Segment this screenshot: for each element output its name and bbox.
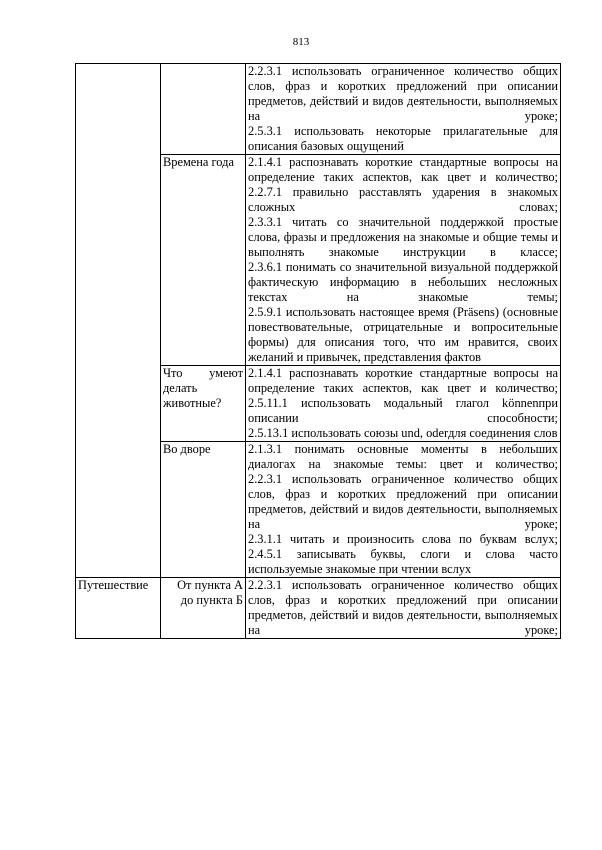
- section-cell: [76, 64, 161, 578]
- page-number: 813: [292, 36, 310, 48]
- objective-item: 2.3.6.1 понимать со значительной визуальной поддержкой фактическую информацию в небольших несложных текстах на знакомые темы;: [248, 260, 558, 304]
- objectives-cell: [246, 578, 561, 639]
- objective-item: 2.5.11.1 использовать модальный глагол könnenпри описании способности;: [248, 396, 558, 425]
- curriculum-table: [75, 63, 561, 639]
- objective-item: 2.2.7.1 правильно расставлять ударения в знакомых сложных словах;: [248, 185, 558, 214]
- objective-item: 2.3.3.1 читать со значительной поддержкой простые слова, фразы и предложения на знакомые и общие темы и выполнять знакомые инструкции в классе;: [248, 215, 558, 259]
- table-row: [76, 64, 561, 155]
- objectives-cell: [246, 366, 561, 442]
- objective-item: 2.1.3.1 понимать основные моменты в небольших диалогах на знакомые темы: цвет и количество;: [248, 442, 558, 471]
- objective-item: 2.3.1.1 читать и произносить слова по буквам вслух;: [248, 532, 558, 546]
- objectives-cell: [246, 442, 561, 578]
- topic-cell: Что умеют делать животные?: [161, 366, 246, 442]
- topic-cell: От пункта А до пункта Б: [161, 578, 246, 639]
- objective-item: 2.2.3.1 использовать ограниченное количество общих слов, фраз и коротких предложений при описании предметов, действий и видов деятельности, выполняемых на уроке;: [248, 472, 558, 531]
- objective-item: 2.5.9.1 использовать настоящее время (Präsens) (основные повествовательные, отрицательные и вопросительные формы) для описания того, что им нравится, своих желаний и привычек, представления фактов: [248, 305, 558, 364]
- objective-item: 2.1.4.1 распознавать короткие стандартные вопросы на определение таких аспектов, как цвет и количество;: [248, 366, 558, 395]
- table-row: [76, 578, 561, 639]
- objectives-cell: [246, 64, 561, 155]
- section-cell: Путешествие: [76, 578, 161, 639]
- objective-item: 2.5.13.1 использовать союзы und, oderдля соединения слов: [248, 426, 558, 440]
- objective-item: 2.1.4.1 распознавать короткие стандартные вопросы на определение таких аспектов, как цвет и количество;: [248, 155, 558, 184]
- objective-item: 2.2.3.1 использовать ограниченное количество общих слов, фраз и коротких предложений при описании предметов, действий и видов деятельности, выполняемых на уроке;: [248, 64, 558, 123]
- objective-item: 2.2.3.1 использовать ограниченное количество общих слов, фраз и коротких предложений при описании предметов, действий и видов деятельности, выполняемых на уроке;: [248, 578, 558, 637]
- topic-cell: Во дворе: [161, 442, 246, 578]
- objective-item: 2.4.5.1 записывать буквы, слоги и слова часто используемые знакомые при чтении вслух: [248, 547, 558, 576]
- topic-cell: [161, 64, 246, 155]
- topic-cell: Времена года: [161, 155, 246, 366]
- objectives-cell: [246, 155, 561, 366]
- objective-item: 2.5.3.1 использовать некоторые прилагательные для описания базовых ощущений: [248, 124, 558, 153]
